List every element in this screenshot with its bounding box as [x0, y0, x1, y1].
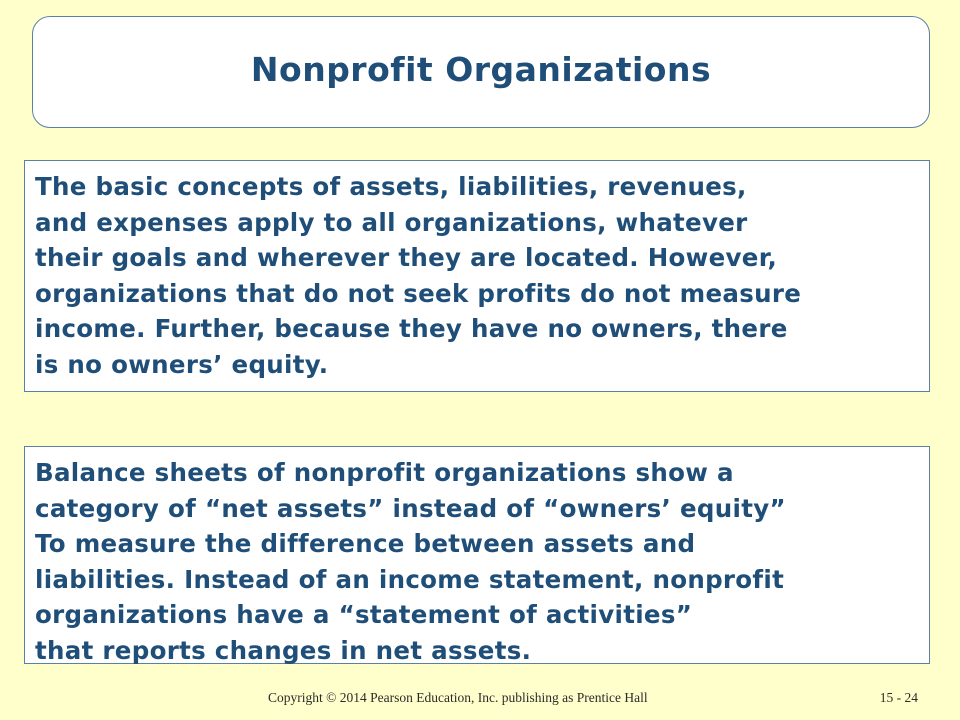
paragraph-2-line: Balance sheets of nonprofit organizations show a: [35, 458, 734, 487]
paragraph-1-line: organizations that do not seek profits do not measure: [35, 278, 802, 308]
paragraph-1-line: their goals and wherever they are located. However,: [35, 243, 778, 272]
paragraph-1-line: and expenses apply to all organizations, whatever: [35, 207, 748, 237]
paragraph-1-line: The basic concepts of assets, liabilities, revenues,: [35, 172, 747, 201]
paragraph-1: [35, 169, 923, 382]
paragraph-2-line: category of “net assets” instead of “owners’ equity”: [35, 493, 786, 523]
paragraph-box-1: [24, 160, 930, 392]
paragraph-1-line: income. Further, because they have no owners, there: [35, 314, 788, 343]
slide-title: Nonprofit Organizations: [250, 49, 712, 89]
title-box: [32, 16, 930, 128]
paragraph-2: [35, 455, 923, 668]
paragraph-2-line: liabilities. Instead of an income statement, nonprofit: [35, 564, 785, 594]
slide-number: 15 - 24: [879, 690, 918, 705]
paragraph-2-line: organizations have a “statement of activities”: [35, 600, 693, 629]
paragraph-2-line: that reports changes in net assets.: [35, 635, 532, 665]
footer: [0, 690, 960, 710]
paragraph-box-2: [24, 446, 930, 664]
paragraph-1-line: is no owners’ equity.: [35, 349, 329, 379]
copyright-notice: Copyright © 2014 Pearson Education, Inc. publishing as Prentice Hall: [268, 690, 648, 705]
paragraph-2-line: To measure the difference between assets and: [35, 529, 696, 558]
